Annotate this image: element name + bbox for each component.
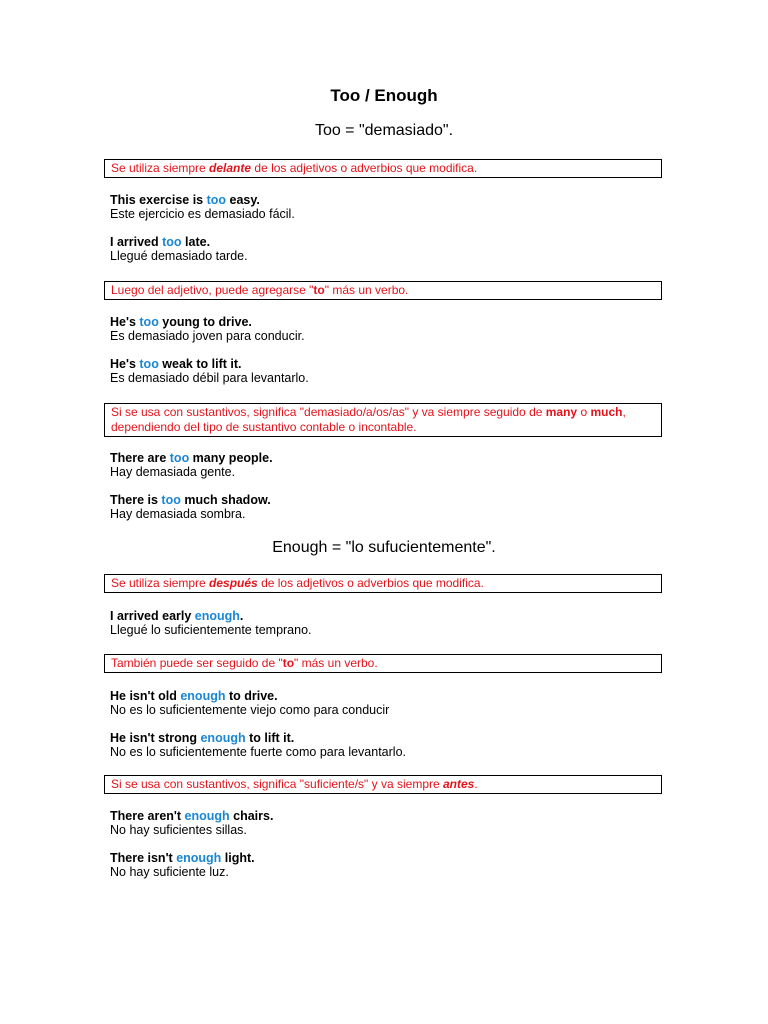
example-spanish: Hay demasiada gente. — [110, 465, 236, 479]
too-heading: Too = "demasiado". — [314, 122, 454, 139]
rule-text: También puede ser seguido de " — [111, 656, 283, 670]
rule-text: . — [474, 777, 478, 791]
example-item — [110, 689, 389, 717]
example-english: There isn't enough light. — [110, 851, 255, 865]
rule-text: Se utiliza siempre — [111, 576, 210, 590]
rule-emphasis: después — [209, 576, 258, 590]
keyword: too — [139, 315, 159, 329]
keyword: too — [161, 493, 181, 507]
example-item — [110, 851, 255, 879]
example-english: This exercise is too easy. — [110, 193, 260, 207]
example-item — [110, 235, 248, 263]
example-spanish: No es lo suficientemente fuerte como para levantarlo. — [110, 745, 406, 759]
example-english: I arrived early enough. — [110, 609, 244, 623]
example-item — [110, 315, 305, 343]
example-english: I arrived too late. — [110, 235, 211, 249]
example-item — [110, 731, 406, 759]
example-item — [110, 609, 312, 637]
enough-rule-nouns — [104, 775, 662, 794]
example-english: He isn't old enough to drive. — [110, 689, 278, 703]
rule-emphasis: antes — [443, 777, 475, 791]
keyword: enough — [184, 809, 230, 823]
rule-text: Si se usa con sustantivos, significa "suficiente/s" y va siempre — [111, 777, 443, 791]
example-english: There are too many people. — [110, 451, 273, 465]
example-spanish: Es demasiado débil para levantarlo. — [110, 371, 309, 385]
example-spanish: Llegué lo suficientemente temprano. — [110, 623, 312, 637]
rule-emphasis: many — [545, 405, 578, 419]
example-item — [110, 493, 271, 521]
rule-text: " más un verbo. — [294, 656, 378, 670]
rule-emphasis: to — [282, 656, 295, 670]
example-item — [110, 193, 295, 221]
rule-text: Se utiliza siempre — [111, 161, 210, 175]
example-item — [110, 357, 309, 385]
example-spanish: No es lo suficientemente viejo como para conducir — [110, 703, 390, 717]
rule-text: Luego del adjetivo, puede agregarse " — [111, 283, 314, 297]
example-item — [110, 451, 273, 479]
example-english: There is too much shadow. — [110, 493, 271, 507]
too-rule-nouns — [104, 403, 662, 437]
enough-heading: Enough = "lo sufucientemente". — [272, 539, 496, 556]
rule-text: o — [577, 405, 591, 419]
too-rule-delante — [104, 159, 662, 178]
too-rule-to-verb — [104, 281, 662, 300]
example-english: He's too young to drive. — [110, 315, 252, 329]
example-spanish: Es demasiado joven para conducir. — [110, 329, 305, 343]
example-item — [110, 809, 273, 837]
rule-emphasis: to — [313, 283, 325, 297]
keyword: enough — [200, 731, 246, 745]
rule-text: Si se usa con sustantivos, significa "demasiado/a/os/as" y va siempre seguido de — [111, 405, 546, 419]
example-spanish: No hay suficientes sillas. — [110, 823, 247, 837]
page-title: Too / Enough — [330, 86, 438, 105]
example-spanish: Este ejercicio es demasiado fácil. — [110, 207, 295, 221]
rule-text: , dependiendo del tipo de sustantivo contable o incontable. — [111, 405, 626, 434]
keyword: too — [169, 451, 190, 465]
enough-rule-to-verb — [104, 654, 662, 673]
rule-emphasis: delante — [209, 161, 252, 175]
example-spanish: No hay suficiente luz. — [110, 865, 229, 879]
enough-rule-despues — [104, 574, 662, 593]
keyword: too — [206, 193, 227, 207]
keyword: enough — [180, 689, 226, 703]
keyword: enough — [176, 851, 222, 865]
rule-text: de los adjetivos o adverbios que modifica. — [257, 576, 484, 590]
example-spanish: Llegué demasiado tarde. — [110, 249, 248, 263]
keyword: enough — [194, 609, 240, 623]
rule-text: " más un verbo. — [324, 283, 409, 297]
keyword: too — [139, 357, 159, 371]
example-english: There aren't enough chairs. — [110, 809, 274, 823]
example-spanish: Hay demasiada sombra. — [110, 507, 246, 521]
example-english: He isn't strong enough to lift it. — [110, 731, 295, 745]
keyword: too — [162, 235, 182, 249]
rule-emphasis: much — [590, 405, 623, 419]
example-english: He's too weak to lift it. — [110, 357, 242, 371]
rule-text: de los adjetivos o adverbios que modifica. — [251, 161, 478, 175]
